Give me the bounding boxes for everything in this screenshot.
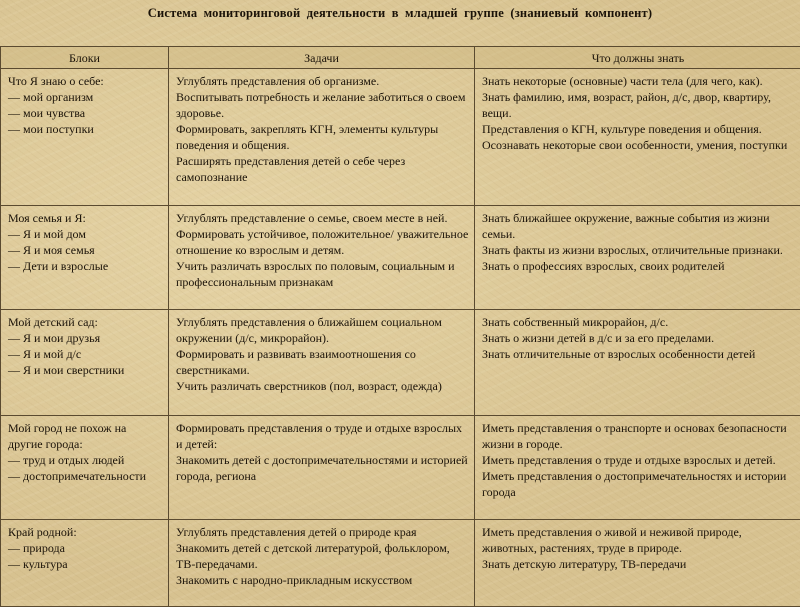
task-line: Воспитывать потребность и желание заботиться о своем здоровье. (176, 89, 469, 121)
block-line: — Я и моя семья (8, 242, 163, 258)
column-header-tasks: Задачи (169, 47, 475, 69)
table-row (1, 206, 800, 310)
knowledge-line: Знать факты из жизни взрослых, отличительные признаки. (482, 242, 796, 258)
table-row (1, 416, 800, 520)
knowledge-line: Осознавать некоторые свои особенности, умения, поступки (482, 137, 796, 153)
table-row (1, 520, 800, 607)
task-line: Формировать устойчивое, положительное/ уважительное отношение ко взрослым и детям. (176, 226, 469, 258)
knowledge-cell (475, 206, 800, 310)
knowledge-line: Знать ближайшее окружение, важные события из жизни семьи. (482, 210, 796, 242)
block-line: — культура (8, 556, 163, 572)
tasks-cell (169, 416, 475, 520)
knowledge-line: Знать отличительные от взрослых особенности детей (482, 346, 796, 362)
block-line: — мой организм (8, 89, 163, 105)
knowledge-line: Представления о КГН, культуре поведения и общения. (482, 121, 796, 137)
block-cell (1, 206, 169, 310)
block-cell (1, 69, 169, 206)
task-line: Учить различать сверстников (пол, возраст, одежда) (176, 378, 469, 394)
task-line: Знакомить детей с детской литературой, фольклором, ТВ-передачами. (176, 540, 469, 572)
task-line: Углублять представления об организме. (176, 73, 469, 89)
column-header-knowledge: Что должны знать (475, 47, 800, 69)
knowledge-line: Знать фамилию, имя, возраст, район, д/с, двор, квартиру, вещи. (482, 89, 796, 121)
tasks-cell (169, 69, 475, 206)
column-header-blocks: Блоки (1, 47, 169, 69)
tasks-cell (169, 206, 475, 310)
knowledge-line: Знать о жизни детей в д/с и за его пределами. (482, 330, 796, 346)
knowledge-line: Иметь представления о достопримечательностях и истории города (482, 468, 796, 500)
table-row (1, 69, 800, 206)
tasks-cell (169, 310, 475, 416)
block-cell (1, 310, 169, 416)
block-line: — мои чувства (8, 105, 163, 121)
block-line: Край родной: (8, 524, 163, 540)
task-line: Углублять представление о семье, своем месте в ней. (176, 210, 469, 226)
task-line: Углублять представления о ближайшем социальном окружении (д/с, микрорайон). (176, 314, 469, 346)
block-cell (1, 520, 169, 607)
knowledge-cell (475, 416, 800, 520)
block-line: Моя семья и Я: (8, 210, 163, 226)
block-line: — природа (8, 540, 163, 556)
knowledge-line: Знать собственный микрорайон, д/с. (482, 314, 796, 330)
task-line: Углублять представления детей о природе края (176, 524, 469, 540)
monitoring-table (0, 46, 800, 607)
table-header-row (1, 47, 800, 69)
knowledge-cell (475, 310, 800, 416)
page-title: Система мониторинговой деятельности в младшей группе (знаниевый компонент) (0, 6, 800, 21)
block-line: — мои поступки (8, 121, 163, 137)
knowledge-line: Знать детскую литературу, ТВ-передачи (482, 556, 796, 572)
block-line: Что Я знаю о себе: (8, 73, 163, 89)
knowledge-line: Знать некоторые (основные) части тела (для чего, как). (482, 73, 796, 89)
block-line: — Я и мои друзья (8, 330, 163, 346)
knowledge-line: Иметь представления о труде и отдыхе взрослых и детей. (482, 452, 796, 468)
block-line: — Я и мои сверстники (8, 362, 163, 378)
task-line: Знакомить детей с достопримечательностями и историей города, региона (176, 452, 469, 484)
table-row (1, 310, 800, 416)
task-line: Знакомить с народно-прикладным искусством (176, 572, 469, 588)
task-line: Формировать и развивать взаимоотношения со сверстниками. (176, 346, 469, 378)
block-line: Мой детский сад: (8, 314, 163, 330)
task-line: Формировать, закреплять КГН, элементы культуры поведения и общения. (176, 121, 469, 153)
task-line: Расширять представления детей о себе через самопознание (176, 153, 469, 185)
knowledge-cell (475, 69, 800, 206)
block-line: — достопримечательности (8, 468, 163, 484)
knowledge-line: Знать о профессиях взрослых, своих родителей (482, 258, 796, 274)
block-cell (1, 416, 169, 520)
block-line: Мой город не похож на другие города: (8, 420, 163, 452)
knowledge-line: Иметь представления о транспорте и основах безопасности жизни в городе. (482, 420, 796, 452)
block-line: — Я и мой дом (8, 226, 163, 242)
tasks-cell (169, 520, 475, 607)
task-line: Формировать представления о труде и отдыхе взрослых и детей: (176, 420, 469, 452)
block-line: — труд и отдых людей (8, 452, 163, 468)
knowledge-cell (475, 520, 800, 607)
block-line: — Дети и взрослые (8, 258, 163, 274)
block-line: — Я и мой д/с (8, 346, 163, 362)
knowledge-line: Иметь представления о живой и неживой природе, животных, растениях, труде в природе. (482, 524, 796, 556)
task-line: Учить различать взрослых по половым, социальным и профессиональным признакам (176, 258, 469, 290)
